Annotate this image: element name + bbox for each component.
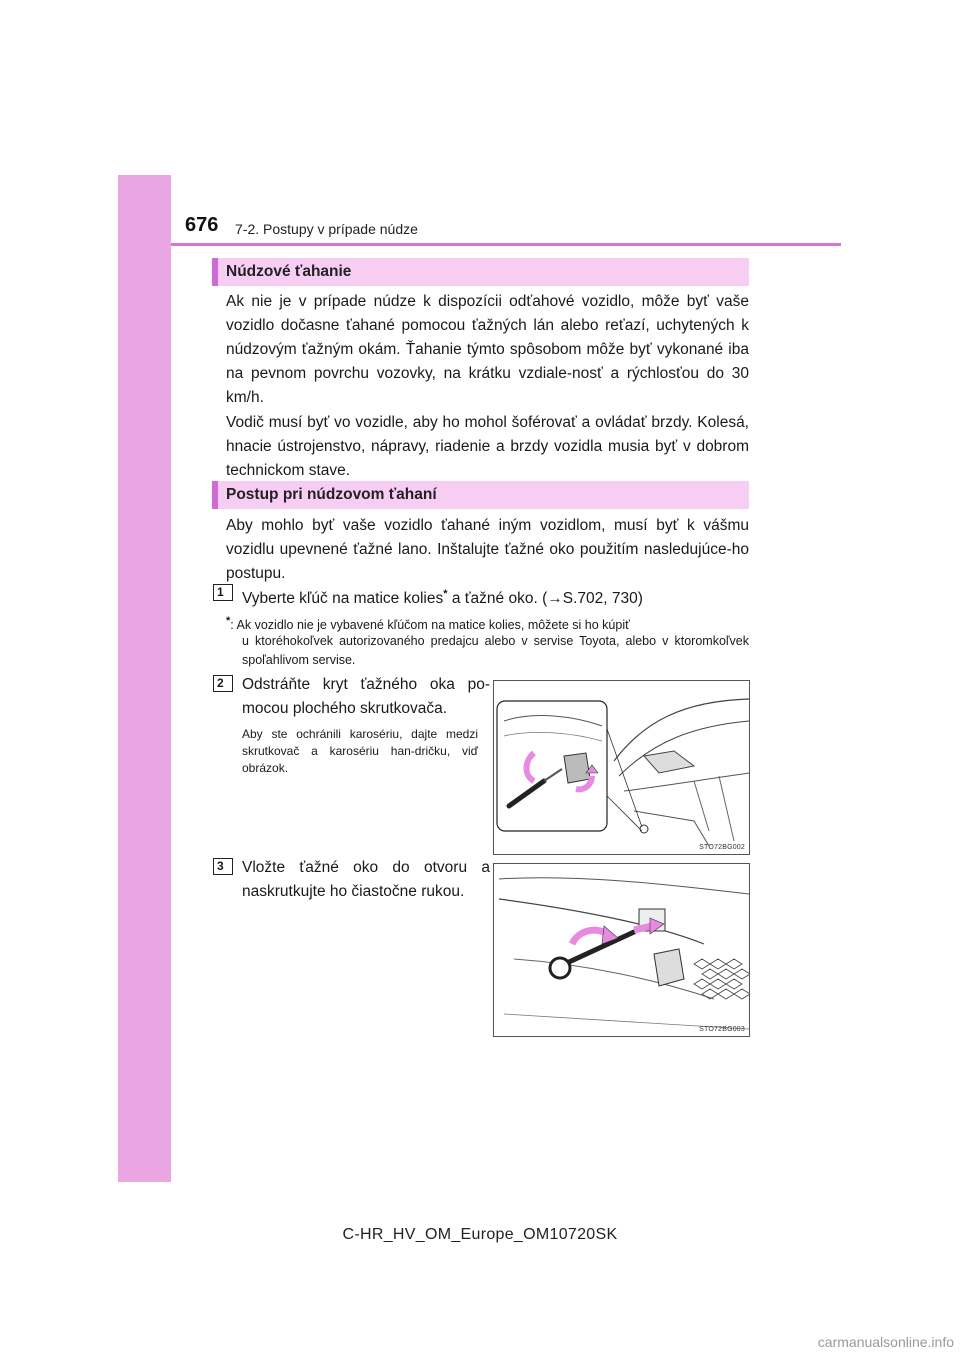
step-1-text bbox=[242, 582, 643, 611]
figure-car-front-illustration bbox=[494, 681, 749, 854]
step-1-text-start: Vyberte kľúč na matice kolies bbox=[242, 590, 444, 608]
chapter-title: 7-2. Postupy v prípade núdze bbox=[235, 221, 418, 237]
figure-code: STO72BG002 bbox=[699, 844, 745, 851]
footnote-star: * bbox=[226, 615, 231, 627]
step-2-number: 2 bbox=[213, 675, 233, 692]
step-1-footnote-star: * bbox=[443, 588, 448, 600]
paragraph-procedure-intro: Aby mohlo byť vaše vozidlo ťahané iným vozidlom, musí byť k vášmu vozidlu upevnené ťažné lano. Inštalujte ťažné oko použitím nasledujúce-ho postupu. bbox=[226, 517, 749, 582]
watermark-text: carmanualsonline.info bbox=[817, 1334, 954, 1350]
chapter-sidebar-tab bbox=[118, 175, 171, 1182]
footnote-line1: : Ak vozidlo nie je vybavené kľúčom na matice kolies, môžete si ho kúpiť bbox=[230, 618, 630, 633]
step-2-note: Aby ste ochránili karosériu, dajte medzi skrutkovač a karosériu han-dričku, viď obrázok. bbox=[242, 727, 478, 775]
paragraph-towing-intro: Ak nie je v prípade núdze k dispozícii odťahové vozidlo, môže byť vaše vozidlo dočasne ťahané pomocou ťažných lán alebo reťazí, uchytených k núdzovým ťažným okám. Ťahanie týmto spôsobom môže byť vykonané iba na pevnom povrchu vozovky, na krátku vzdiale-nosť a rýchlosťou do 30 km/h. bbox=[226, 293, 749, 406]
figure-code: STO72BG003 bbox=[699, 1026, 745, 1033]
step-3-number: 3 bbox=[213, 858, 233, 875]
footnote-continuation: u ktoréhokoľvek autorizovaného predajcu alebo v servise Toyota, alebo v ktoromkoľvek spoľahlivom servise. bbox=[242, 634, 749, 667]
step-2-text: Odstráňte kryt ťažného oka po-mocou plochého skrutkovača. bbox=[242, 676, 490, 717]
step-1-number: 1 bbox=[213, 584, 233, 601]
step-3-text: Vložte ťažné oko do otvoru a naskrutkujte ho čiastočne rukou. bbox=[242, 859, 490, 900]
section-heading-emergency-towing: Núdzové ťahanie bbox=[212, 258, 749, 286]
section-heading-towing-procedure: Postup pri núdzovom ťahaní bbox=[212, 481, 749, 509]
figure-remove-tow-eye-cover bbox=[493, 680, 750, 855]
page-number: 676 bbox=[185, 214, 219, 236]
step-1-text-end: a ťažné oko. (→S.702, 730) bbox=[447, 590, 643, 608]
document-id-footer: C-HR_HV_OM_Europe_OM10720SK bbox=[342, 1226, 618, 1243]
paragraph-driver-requirements: Vodič musí byť vo vozidle, aby ho mohol šoférovať a ovládať brzdy. Kolesá, hnacie ústrojenstvo, nápravy, riadenie a brzdy vozidla musia byť v dobrom technickom stave. bbox=[226, 414, 749, 479]
figure-insert-tow-eye bbox=[493, 863, 750, 1037]
figure-tow-eye-illustration bbox=[494, 864, 749, 1036]
header-divider bbox=[171, 243, 841, 246]
